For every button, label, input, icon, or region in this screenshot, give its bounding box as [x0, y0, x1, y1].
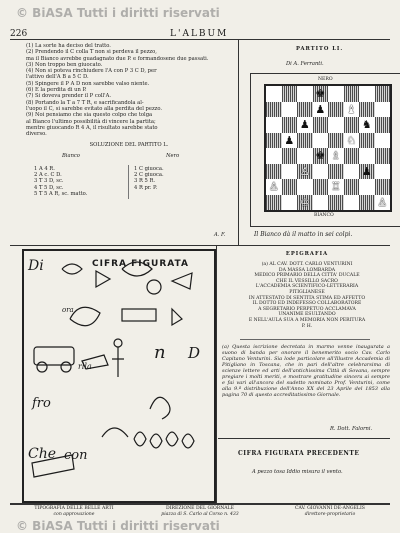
rebus-word: Di — [28, 258, 44, 274]
epigraph-note: (a) Questa iscrizione decretata in marmo venne inaugurata a suono di banda per onorare il benemerito socio Cav. Carlo Capitano Venturini. Sia lode particolare all'Illustre Accademia di Pitigliano in Toscana, che in pari dell'altre celebrarsima di scienze lettere ed arti dell'antichissima Città di Sovana, sempre pregiare i molti meriti, e mostrare gratitudine sincera ai sempre e fai vari all'ancora del sudetto nominato Prof. Venturini, come alla 9.ª distribuzione dell'Anno XX del 23 Aprile del 1853 alla pagina 70 di questo accreditatissimo Giornale. — [222, 344, 390, 398]
board-square — [344, 179, 360, 195]
epigraph-line: L'ACCADEMIA SCIENTIFICO-LETTERARIA — [255, 284, 359, 290]
white-move: 3 T 3 D, sc. — [34, 178, 64, 185]
rebus-word: D — [188, 344, 201, 362]
board-square — [328, 86, 344, 102]
note-line: (9) Noi pensiamo che sia questo colpo che tolga — [26, 112, 153, 119]
board-square — [297, 86, 313, 102]
white-move: 4 T 5 D, sc. — [34, 184, 64, 191]
note-line: al Bianco l'ultimo possibilità di vincere la partita; — [26, 118, 156, 125]
note-line: (3) Non troppo ben giuocato. — [26, 61, 103, 68]
footer-line: direttore-proprietario — [304, 511, 356, 517]
epigraph-line: A SEGRETARIO PERPETUO ACCLAMAVA — [258, 306, 356, 312]
black-move: 1 C giuoca. — [134, 166, 164, 172]
chess-piece-icon: ♟ — [361, 164, 372, 178]
chess-piece-icon: ♟ — [315, 102, 326, 116]
problem-title: PARTITO LI. — [296, 46, 344, 52]
black-move: 2 C giuoca. — [134, 172, 164, 179]
dancer-icon — [150, 397, 170, 419]
epigraph-title: EPIGRAFIA — [285, 251, 329, 257]
solution-signature: A. F. — [214, 232, 226, 238]
footer-director — [270, 506, 390, 517]
rebus-word: n — [154, 342, 166, 363]
white-move: 1 A 4 R. — [34, 166, 55, 172]
chess-piece-icon: ♘ — [346, 133, 357, 147]
page-number: 226 — [10, 29, 28, 39]
epigraph-line: IL DOTTO ED INDEFESSO COLLABORATORE — [252, 301, 362, 307]
epigraph-line: IN ATTESTATO DI SENTITA STIMA ED AFFETTO — [248, 295, 366, 301]
note-line: (2) Prendendo il C colla T non si perdeva il pezzo, — [26, 49, 157, 56]
board-square — [328, 117, 344, 133]
chess-piece-icon: ♗ — [330, 149, 341, 163]
epigraph-rule — [240, 339, 370, 340]
board-square — [313, 117, 329, 133]
board-square — [328, 164, 344, 180]
notes-list — [26, 43, 232, 137]
white-moves — [34, 166, 134, 197]
epigraph-lines — [222, 262, 392, 329]
note-line: (4) Non si poteva rinchiudere l'A con P 3 C D, per — [26, 68, 157, 75]
note-line: (8) Portando la T a 7 T R, e sacrificandola al- — [26, 99, 144, 106]
board-square — [282, 195, 298, 211]
chess-piece-icon: ♙ — [377, 195, 388, 209]
note-line: mentre giuocando R 4 A, il risultato sarebbe stato — [26, 124, 158, 131]
column-divider-bottom — [216, 246, 217, 503]
board-square — [266, 195, 282, 211]
board-square — [266, 133, 282, 149]
board-square — [375, 164, 391, 180]
footer-line: piazza di S. Carlo al Corso n. 433 — [161, 511, 239, 517]
previous-title: CIFRA FIGURATA PRECEDENTE — [238, 450, 360, 457]
chess-piece-icon: ♞ — [361, 118, 372, 132]
chess-piece-icon: ♚ — [315, 87, 326, 101]
header-rule — [10, 39, 390, 40]
note-line: diverso. — [26, 131, 47, 138]
board-square — [359, 148, 375, 164]
board-square — [282, 179, 298, 195]
black-moves — [134, 166, 224, 191]
footer-rule — [10, 503, 390, 505]
board-top-label: NERO — [318, 77, 333, 82]
board-square — [344, 164, 360, 180]
board-square — [375, 195, 391, 211]
epigraph-line: (a) AL CAV. DOTT. CARLO VENTURINI — [261, 262, 353, 267]
board-square — [359, 164, 375, 180]
journal-title: L'ALBUM — [170, 29, 229, 39]
bat-icon — [172, 273, 192, 289]
board-square — [344, 102, 360, 118]
previous-answer: A pezzo tosa Iddio misura il vento. — [252, 469, 343, 475]
board-square — [266, 164, 282, 180]
footer-line: TIPOGRAFIA DELLE BELLE ARTI — [34, 506, 114, 511]
note-line: l'attivo dell'A B a 5 C D. — [26, 74, 89, 81]
board-square — [375, 179, 391, 195]
note-line: ma il Bianco avrebbe guadagnato due P. e formandosene due passati. — [26, 55, 209, 62]
epigraph-line: MEDICO PRIMARIO DELLA CITTA' DUCALE — [254, 273, 360, 279]
chess-piece-icon: ♙ — [268, 180, 279, 194]
watermark-top: © BiASA Tutti i diritti riservati — [16, 6, 220, 20]
column-divider-top — [238, 40, 239, 245]
board-square — [375, 102, 391, 118]
board-square — [359, 133, 375, 149]
board-square — [282, 117, 298, 133]
board-square — [266, 86, 282, 102]
board-square — [266, 179, 282, 195]
board-square — [344, 86, 360, 102]
note-line: (1) La sorte ha deciso del tratto. — [26, 43, 111, 49]
white-move: 5 T 5 A R, sc. matto. — [34, 190, 88, 197]
statue-icon — [112, 347, 124, 377]
bird-icon — [62, 264, 82, 274]
board-square — [282, 148, 298, 164]
board-square — [313, 133, 329, 149]
epigraph-line: CHE IL VESSILLO SACRO — [276, 278, 338, 284]
figure-icon — [134, 432, 146, 446]
board-square — [266, 102, 282, 118]
board-bottom-label: BIANCO — [314, 213, 334, 218]
middle-rule — [10, 245, 390, 246]
watermark-bottom: © BiASA Tutti i diritti riservati — [16, 519, 220, 533]
fish-icon — [122, 262, 152, 276]
epigraph-line: PITIGLIANESE — [289, 289, 325, 295]
note-line: (7) Si doveva prender il P coll'A. — [26, 93, 111, 100]
board-square — [313, 195, 329, 211]
board-square — [359, 117, 375, 133]
footer-line: con approvazione — [53, 511, 95, 517]
board-square — [297, 195, 313, 211]
previous-rule — [218, 438, 390, 439]
white-label: Bianco — [62, 153, 80, 159]
rebus-title: CIFRA FIGURATA — [92, 259, 189, 269]
note-line: (6) E la perdita di un P. — [26, 87, 87, 94]
board-square — [328, 148, 344, 164]
problem-author: Di A. Ferranti. — [286, 61, 324, 67]
board-square — [282, 133, 298, 149]
note-line: l'uopo il C, si sarebbe evitato alla perdita del pezzo. — [26, 105, 163, 112]
board-square — [344, 148, 360, 164]
board-square — [297, 148, 313, 164]
tree-icon — [102, 428, 128, 437]
rebus-word: fro — [32, 396, 51, 411]
problem-caption: Il Bianco dà il matto in sei colpi. — [254, 231, 353, 238]
chess-piece-icon: ♖ — [330, 180, 341, 194]
board-square — [328, 133, 344, 149]
black-label: Nero — [166, 153, 180, 159]
board-square — [266, 117, 282, 133]
board-square — [328, 102, 344, 118]
board-square — [297, 164, 313, 180]
board-square — [313, 164, 329, 180]
black-move: 3 R 5 R. — [134, 178, 156, 185]
footer-line: DIREZIONE DEL GIORNALE — [166, 506, 234, 511]
footer-printer — [14, 506, 134, 517]
board-square — [282, 164, 298, 180]
board-square — [328, 179, 344, 195]
board-square — [375, 148, 391, 164]
board-square — [344, 195, 360, 211]
note-line: (5) Spingere il P A D non sarebbe valso niente. — [26, 80, 150, 87]
chess-piece-icon: ♚ — [315, 149, 326, 163]
epigraph-signature: R. Dott. Falorni. — [330, 426, 373, 432]
board-square — [282, 86, 298, 102]
board-square — [313, 148, 329, 164]
rebus-word: con — [64, 448, 88, 463]
board-square — [344, 133, 360, 149]
black-move: 4 R pr. P. — [134, 184, 158, 191]
board-square — [313, 102, 329, 118]
rebus-word: rlla — [78, 362, 92, 371]
rider-icon — [172, 309, 182, 325]
footer-direction — [140, 506, 260, 517]
epigraph-line: P. H. — [301, 323, 313, 329]
rebus-word: ora — [62, 306, 74, 314]
board-square — [359, 102, 375, 118]
board-square — [297, 179, 313, 195]
chess-piece-icon: ♙ — [299, 164, 310, 178]
board-square — [313, 179, 329, 195]
footer-line: CAV. GIOVANNI DE-ANGELIS — [295, 506, 365, 511]
moves-divider — [128, 165, 129, 199]
rebus-word: Che — [28, 446, 57, 462]
chess-piece-icon: ♝ — [346, 102, 357, 116]
solution-heading: SOLUZIONE DEL PARTITO L. — [89, 142, 169, 148]
board-square — [359, 195, 375, 211]
epigraph-line: UNANIME ESULTANDO — [278, 312, 336, 318]
chess-piece-icon: ♟ — [299, 118, 310, 132]
chess-piece-icon: ♔ — [299, 195, 310, 209]
board-square — [297, 102, 313, 118]
board-square — [266, 148, 282, 164]
board-square — [375, 86, 391, 102]
leaf-icon — [70, 307, 100, 326]
board-square — [313, 86, 329, 102]
board-square — [282, 102, 298, 118]
board-square — [328, 195, 344, 211]
board-square — [375, 133, 391, 149]
epigraph-line: DA MASSA LOMBARDA — [278, 267, 336, 273]
board-square — [375, 117, 391, 133]
hand-icon — [96, 271, 110, 287]
white-move: 2 A c. C D. — [34, 172, 62, 179]
epigraph-line: E NELL'AULA SUA A MEMORIA NON PERITURA — [248, 317, 366, 323]
board-square — [359, 86, 375, 102]
chess-board — [264, 84, 392, 212]
board-square — [297, 133, 313, 149]
board-square — [297, 117, 313, 133]
board-square — [344, 117, 360, 133]
ring-icon — [147, 280, 161, 294]
bench-icon — [122, 309, 156, 321]
chess-piece-icon: ♟ — [284, 133, 295, 147]
board-square — [359, 179, 375, 195]
